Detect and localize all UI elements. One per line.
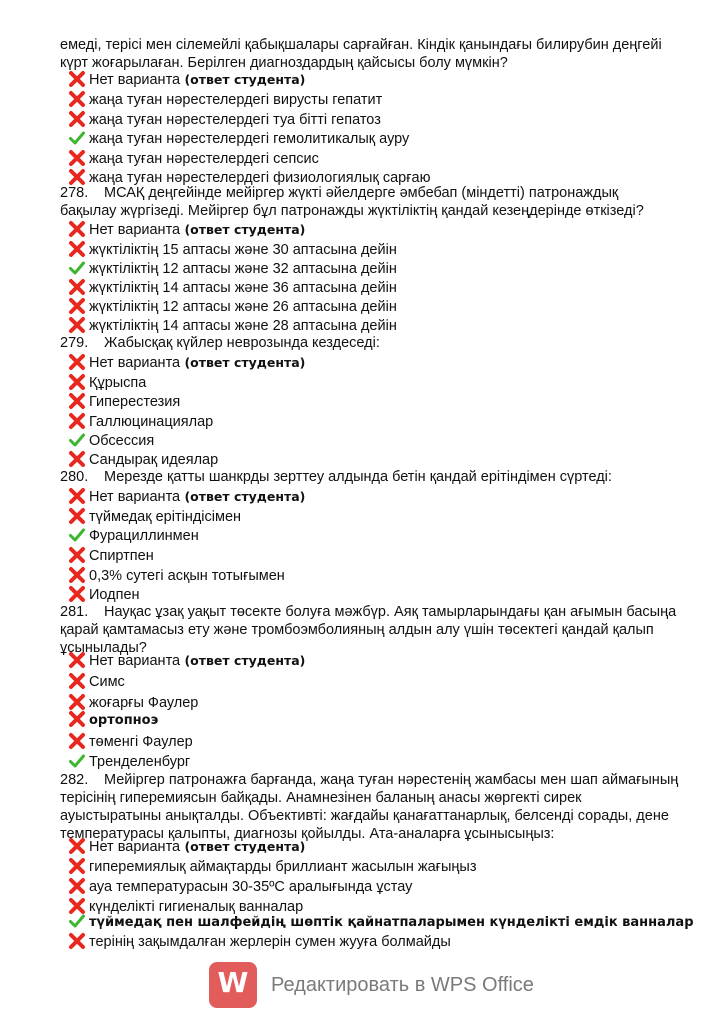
answer-option-text: ортопноэ — [89, 713, 159, 728]
cross-icon — [68, 412, 86, 430]
check-icon — [68, 912, 86, 930]
answer-option-text: Обсессия — [89, 433, 155, 449]
cross-icon — [68, 392, 86, 410]
answer-option-text: күнделікті гигиеналық ванналар — [89, 899, 304, 915]
cross-icon — [68, 877, 86, 895]
answer-option-text: Нет варианта (ответ студента) — [89, 839, 306, 855]
check-icon — [68, 431, 86, 449]
question-number: 280. — [60, 469, 89, 485]
cross-icon — [68, 672, 86, 690]
student-answer-badge: (ответ студента) — [180, 355, 306, 370]
question-text: Науқас ұзақ уақыт төсекте болуға мәжбүр. Аяқ тамырларындағы қан ағымын басыңа — [104, 604, 677, 620]
cross-icon — [68, 149, 86, 167]
question-text: температурасы қалыпты, диагнозы қойылды. Ата-аналарға ұсынысыңыз: — [60, 826, 555, 842]
student-answer-badge: (ответ студента) — [180, 839, 306, 854]
answer-option-text: Нет варианта (ответ студента) — [89, 222, 306, 238]
cross-icon — [68, 507, 86, 525]
wps-logo-icon: W — [209, 962, 257, 1008]
cross-icon — [68, 710, 86, 728]
question-number: 282. — [60, 772, 89, 788]
cross-icon — [68, 297, 86, 315]
edit-in-wps-button[interactable] — [209, 962, 539, 1010]
question-text: терісінің гиперемиясын байқады. Анамнезінен баланың анасы жөргекті сирек — [60, 790, 582, 806]
question-text-line — [60, 789, 582, 807]
question-text: ауыстыратыны анықталды. Объективті: жағдайы қанағаттанарлық, белсенді сорады, дене — [60, 808, 669, 824]
answer-option-text: жүктіліктің 12 аптасы және 32 аптасына дейін — [89, 261, 397, 277]
cross-icon — [68, 450, 86, 468]
question-text-line: күрт жоғарылаған. Берілген диагноздардың қайсысы болу мүмкін? — [60, 55, 508, 71]
cross-icon — [68, 90, 86, 108]
cross-icon — [68, 837, 86, 855]
cross-icon — [68, 585, 86, 603]
answer-option-text: 0,3% сутегі асқын тотығымен — [89, 568, 285, 584]
cross-icon — [68, 566, 86, 584]
question-text-line — [60, 603, 676, 621]
answer-option-text: Гиперестезия — [89, 394, 181, 410]
question-text-line — [60, 468, 612, 486]
answer-option-text: Симс — [89, 674, 125, 690]
question-text: Мейіргер патронажға барғанда, жаңа туған нәрестенің жамбасы мен шап аймағының — [104, 772, 679, 788]
check-icon — [68, 752, 86, 770]
answer-option-text: түймедақ пен шалфейдің шөптік қайнатпаларымен күнделікті емдік ванналар — [89, 915, 694, 930]
answer-option-text: жаңа туған нәрестелердегі гемолитикалық ауру — [89, 131, 410, 147]
cross-icon — [68, 110, 86, 128]
question-text-line — [60, 184, 618, 202]
question-text: қарай қамтамасыз ету және тромбоэмболияның алдын алу үшін төсектегі қандай қалып — [60, 622, 654, 638]
question-text: Жабысқақ күйлер неврозында кездеседі: — [104, 335, 380, 351]
answer-option-text: Нет варианта (ответ студента) — [89, 355, 306, 371]
question-text-line — [60, 334, 380, 352]
student-answer-badge: (ответ студента) — [180, 489, 306, 504]
cross-icon — [68, 487, 86, 505]
cross-icon — [68, 220, 86, 238]
cross-icon — [68, 373, 86, 391]
question-text-line — [60, 807, 669, 825]
answer-option-text: түймедақ ерітіндісімен — [89, 509, 242, 525]
cross-icon — [68, 240, 86, 258]
question-text-line: емеді, терісі мен сілемейлі қабықшалары сарғайған. Кіндік қанындағы билирубин деңгейі — [60, 37, 662, 53]
question-text: ұсынылады? — [60, 640, 147, 656]
answer-option-text: Құрыспа — [89, 375, 147, 391]
question-text-line — [60, 621, 654, 639]
answer-option-text: Нет варианта (ответ студента) — [89, 653, 306, 669]
answer-option-text: ауа температурасын 30-35ºС аралығында ұстау — [89, 879, 413, 895]
check-icon — [68, 259, 86, 277]
cross-icon — [68, 651, 86, 669]
cross-icon — [68, 353, 86, 371]
student-answer-badge: (ответ студента) — [180, 653, 306, 668]
cross-icon — [68, 70, 86, 88]
cross-icon — [68, 732, 86, 750]
question-text-line — [60, 771, 678, 789]
answer-option-text: жүктіліктің 14 аптасы және 36 аптасына дейін — [89, 280, 397, 296]
answer-option-text: жаңа туған нәрестелердегі туа бітті гепатоз — [89, 112, 381, 128]
cross-icon — [68, 546, 86, 564]
answer-option-text: Сандырақ идеялар — [89, 452, 219, 468]
answer-option-text: Спиртпен — [89, 548, 154, 564]
answer-option-text: жаңа туған нәрестелердегі вирусты гепатит — [89, 92, 383, 108]
cross-icon — [68, 316, 86, 334]
answer-option-text: төменгі Фаулер — [89, 734, 193, 750]
answer-option-text: Нет варианта (ответ студента) — [89, 489, 306, 505]
cross-icon — [68, 857, 86, 875]
cross-icon — [68, 932, 86, 950]
answer-option-text: Фурациллинмен — [89, 528, 199, 544]
answer-option-text: жүктіліктің 15 аптасы және 30 аптасына дейін — [89, 242, 397, 258]
answer-option-text: терінің зақымдалған жерлерін сумен жууға болмайды — [89, 934, 451, 950]
answer-option-text: жаңа туған нәрестелердегі физиологиялық сарғаю — [89, 170, 431, 186]
answer-option-text: жоғарғы Фаулер — [89, 695, 199, 711]
answer-option-text: гиперемиялық аймақтарды бриллиант жасылын жағыңыз — [89, 859, 477, 875]
check-icon — [68, 129, 86, 147]
cross-icon — [68, 278, 86, 296]
question-number: 281. — [60, 604, 89, 620]
answer-option-text: жаңа туған нәрестелердегі сепсис — [89, 151, 319, 167]
student-answer-badge: (ответ студента) — [180, 222, 306, 237]
question-number: 278. — [60, 185, 89, 201]
answer-option-text: Галлюцинациялар — [89, 414, 214, 430]
answer-option-text: Тренделенбург — [89, 754, 191, 770]
answer-option-text: жүктіліктің 14 аптасы және 28 аптасына дейін — [89, 318, 397, 334]
question-text: бақылау жүргізеді. Мейіргер бұл патронажды жүктіліктің қандай кезеңдерінде өткізеді? — [60, 203, 644, 219]
answer-option-text: Иодпен — [89, 587, 140, 603]
cross-icon — [68, 693, 86, 711]
question-text-line — [60, 202, 644, 220]
check-icon — [68, 526, 86, 544]
answer-option-text: Нет варианта (ответ студента) — [89, 72, 306, 88]
student-answer-badge: (ответ студента) — [180, 72, 306, 87]
answer-option-text: жүктіліктің 12 аптасы және 26 аптасына дейін — [89, 299, 397, 315]
edit-in-wps-label: Редактировать в WPS Office — [271, 974, 534, 996]
question-text: МСАҚ деңгейінде мейіргер жүкті әйелдерге әмбебап (міндетті) патронаждық — [104, 185, 619, 201]
question-number: 279. — [60, 335, 89, 351]
question-text: Мерезде қатты шанкрды зерттеу алдында бетін қандай ерітіндімен сүртеді: — [104, 469, 612, 485]
